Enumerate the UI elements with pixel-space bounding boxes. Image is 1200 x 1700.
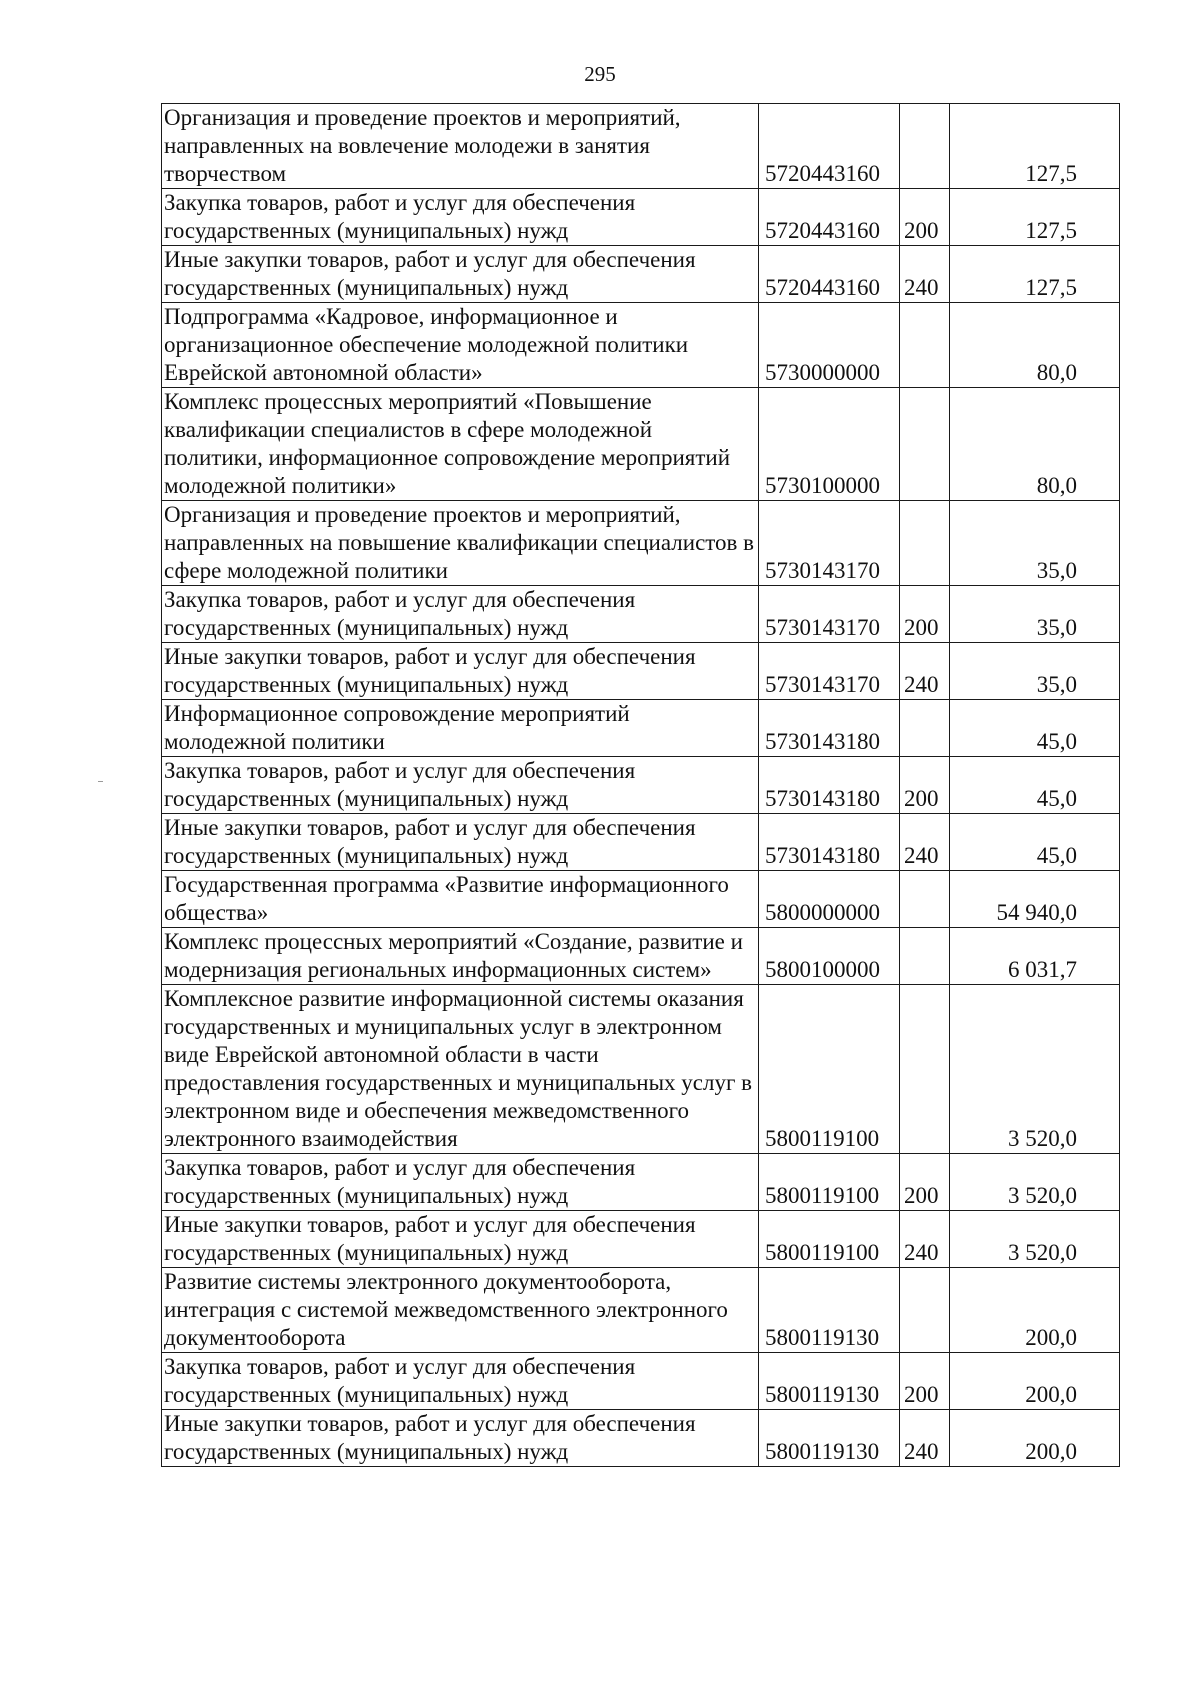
row-description: Иные закупки товаров, работ и услуг для обеспечения государственных (муниципальных) нужд bbox=[162, 814, 759, 871]
row-description: Информационное сопровождение мероприятий молодежной политики bbox=[162, 700, 759, 757]
table-row bbox=[162, 303, 1120, 388]
row-target-code: 5730143170 bbox=[759, 586, 900, 643]
row-expense-type: 200 bbox=[900, 1353, 950, 1410]
row-expense-type bbox=[900, 871, 950, 928]
row-amount: 3 520,0 bbox=[950, 1211, 1120, 1268]
row-description: Комплекс процессных мероприятий «Повышение квалификации специалистов в сфере молодежной политики, информационное сопровождение мероприятий молодежной политики» bbox=[162, 388, 759, 501]
row-amount: 200,0 bbox=[950, 1410, 1120, 1467]
row-description: Закупка товаров, работ и услуг для обеспечения государственных (муниципальных) нужд bbox=[162, 189, 759, 246]
row-target-code: 5800119130 bbox=[759, 1353, 900, 1410]
row-amount: 127,5 bbox=[950, 189, 1120, 246]
row-amount: 3 520,0 bbox=[950, 1154, 1120, 1211]
row-amount: 45,0 bbox=[950, 757, 1120, 814]
budget-table bbox=[161, 103, 1120, 1467]
row-expense-type: 200 bbox=[900, 1154, 950, 1211]
table-row bbox=[162, 928, 1120, 985]
row-description: Иные закупки товаров, работ и услуг для обеспечения государственных (муниципальных) нужд bbox=[162, 246, 759, 303]
row-amount: 3 520,0 bbox=[950, 985, 1120, 1154]
row-target-code: 5730143170 bbox=[759, 643, 900, 700]
row-target-code: 5730143180 bbox=[759, 814, 900, 871]
row-expense-type: 240 bbox=[900, 1211, 950, 1268]
table-row bbox=[162, 871, 1120, 928]
row-amount: 45,0 bbox=[950, 700, 1120, 757]
scan-mark bbox=[98, 781, 103, 782]
table-row bbox=[162, 246, 1120, 303]
row-amount: 54 940,0 bbox=[950, 871, 1120, 928]
row-description: Подпрограмма «Кадровое, информационное и организационное обеспечение молодежной политики Еврейской автономной области» bbox=[162, 303, 759, 388]
row-description: Развитие системы электронного документооборота, интеграция с системой межведомственного электронного документооборота bbox=[162, 1268, 759, 1353]
row-target-code: 5730143180 bbox=[759, 700, 900, 757]
row-expense-type bbox=[900, 1268, 950, 1353]
row-expense-type bbox=[900, 700, 950, 757]
row-amount: 6 031,7 bbox=[950, 928, 1120, 985]
row-expense-type bbox=[900, 985, 950, 1154]
row-target-code: 5800119100 bbox=[759, 985, 900, 1154]
row-target-code: 5730143180 bbox=[759, 757, 900, 814]
table-row bbox=[162, 189, 1120, 246]
table-row bbox=[162, 586, 1120, 643]
table-row bbox=[162, 501, 1120, 586]
row-description: Закупка товаров, работ и услуг для обеспечения государственных (муниципальных) нужд bbox=[162, 1353, 759, 1410]
row-description: Организация и проведение проектов и мероприятий, направленных на повышение квалификации специалистов в сфере молодежной политики bbox=[162, 501, 759, 586]
table-row bbox=[162, 1154, 1120, 1211]
table-row bbox=[162, 700, 1120, 757]
row-expense-type: 240 bbox=[900, 246, 950, 303]
row-description: Комплекс процессных мероприятий «Создание, развитие и модернизация региональных информационных систем» bbox=[162, 928, 759, 985]
row-description: Иные закупки товаров, работ и услуг для обеспечения государственных (муниципальных) нужд bbox=[162, 643, 759, 700]
table-row bbox=[162, 757, 1120, 814]
row-expense-type bbox=[900, 303, 950, 388]
row-expense-type: 200 bbox=[900, 586, 950, 643]
row-target-code: 5800100000 bbox=[759, 928, 900, 985]
row-amount: 45,0 bbox=[950, 814, 1120, 871]
row-target-code: 5720443160 bbox=[759, 246, 900, 303]
row-description: Организация и проведение проектов и мероприятий, направленных на вовлечение молодежи в занятия творчеством bbox=[162, 104, 759, 189]
table-row bbox=[162, 814, 1120, 871]
row-target-code: 5730000000 bbox=[759, 303, 900, 388]
table-row bbox=[162, 388, 1120, 501]
row-target-code: 5800000000 bbox=[759, 871, 900, 928]
row-expense-type bbox=[900, 104, 950, 189]
row-description: Закупка товаров, работ и услуг для обеспечения государственных (муниципальных) нужд bbox=[162, 1154, 759, 1211]
row-expense-type: 200 bbox=[900, 757, 950, 814]
row-description: Закупка товаров, работ и услуг для обеспечения государственных (муниципальных) нужд bbox=[162, 757, 759, 814]
table-row bbox=[162, 985, 1120, 1154]
table-row bbox=[162, 1410, 1120, 1467]
table-body bbox=[162, 104, 1120, 1467]
row-target-code: 5800119130 bbox=[759, 1410, 900, 1467]
row-expense-type bbox=[900, 388, 950, 501]
row-expense-type bbox=[900, 501, 950, 586]
row-description: Государственная программа «Развитие информационного общества» bbox=[162, 871, 759, 928]
row-amount: 127,5 bbox=[950, 104, 1120, 189]
row-description: Закупка товаров, работ и услуг для обеспечения государственных (муниципальных) нужд bbox=[162, 586, 759, 643]
table-row bbox=[162, 1211, 1120, 1268]
row-description: Иные закупки товаров, работ и услуг для обеспечения государственных (муниципальных) нужд bbox=[162, 1211, 759, 1268]
row-target-code: 5730143170 bbox=[759, 501, 900, 586]
row-target-code: 5800119100 bbox=[759, 1211, 900, 1268]
row-target-code: 5800119130 bbox=[759, 1268, 900, 1353]
page-number: 295 bbox=[584, 62, 616, 86]
row-expense-type bbox=[900, 928, 950, 985]
row-amount: 200,0 bbox=[950, 1353, 1120, 1410]
table-row bbox=[162, 643, 1120, 700]
row-amount: 80,0 bbox=[950, 388, 1120, 501]
row-target-code: 5800119100 bbox=[759, 1154, 900, 1211]
row-amount: 200,0 bbox=[950, 1268, 1120, 1353]
row-amount: 35,0 bbox=[950, 586, 1120, 643]
row-amount: 127,5 bbox=[950, 246, 1120, 303]
table-row bbox=[162, 104, 1120, 189]
row-target-code: 5720443160 bbox=[759, 189, 900, 246]
row-target-code: 5730100000 bbox=[759, 388, 900, 501]
row-expense-type: 200 bbox=[900, 189, 950, 246]
row-description: Иные закупки товаров, работ и услуг для обеспечения государственных (муниципальных) нужд bbox=[162, 1410, 759, 1467]
table-row bbox=[162, 1353, 1120, 1410]
table-row bbox=[162, 1268, 1120, 1353]
row-description: Комплексное развитие информационной системы оказания государственных и муниципальных услуг в электронном виде Еврейской автономной области в части предоставления государственных и муниципальных услуг в электронном виде и обеспечения межведомственного электронного взаимодействия bbox=[162, 985, 759, 1154]
row-amount: 80,0 bbox=[950, 303, 1120, 388]
row-expense-type: 240 bbox=[900, 814, 950, 871]
row-expense-type: 240 bbox=[900, 643, 950, 700]
row-expense-type: 240 bbox=[900, 1410, 950, 1467]
row-amount: 35,0 bbox=[950, 643, 1120, 700]
row-amount: 35,0 bbox=[950, 501, 1120, 586]
row-target-code: 5720443160 bbox=[759, 104, 900, 189]
